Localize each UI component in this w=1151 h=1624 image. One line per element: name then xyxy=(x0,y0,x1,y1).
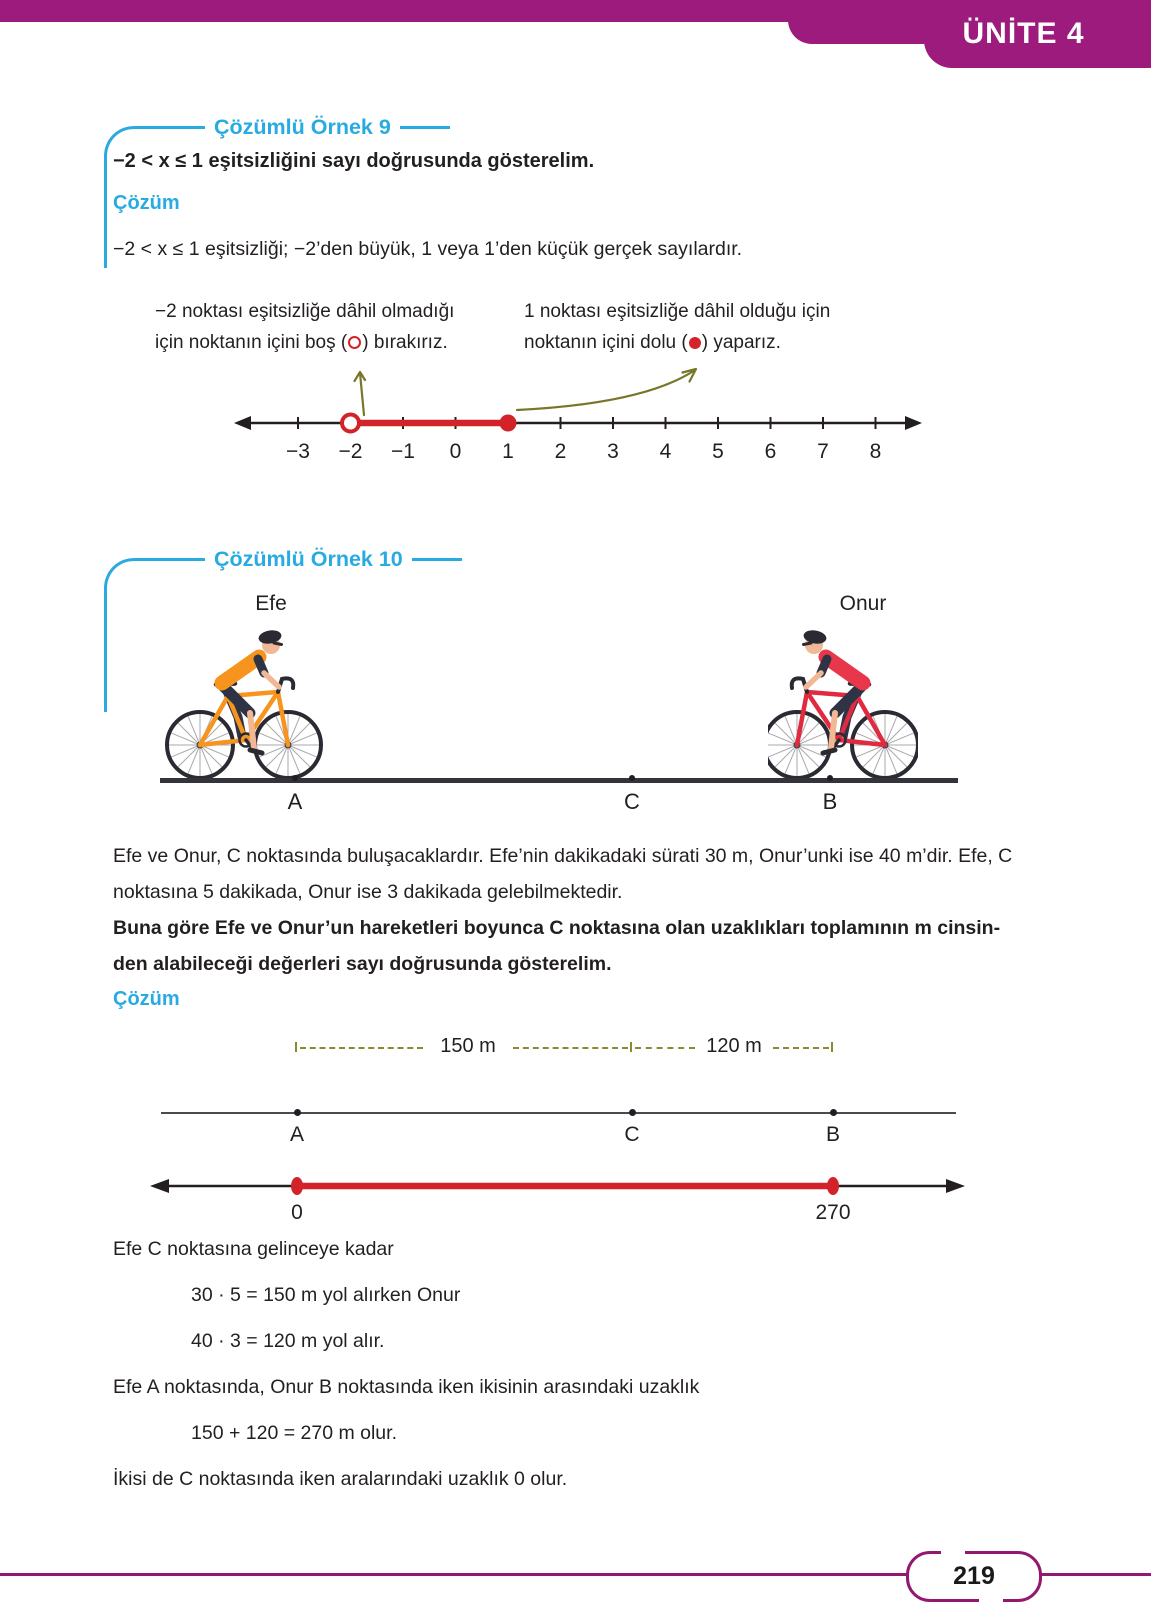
number-line-svg xyxy=(233,360,923,465)
svg-text:2: 2 xyxy=(554,440,567,463)
paragraph-line-bold: den alabileceği değerleri sayı doğrusunda gösterelim. xyxy=(113,953,612,975)
axis-arrow-left-icon xyxy=(150,1179,169,1193)
svg-text:4: 4 xyxy=(659,440,672,463)
example9-explanation: −2 < x ≤ 1 eşitsizliği; −2’den büyük, 1 veya 1’den küçük gerçek sayılardır. xyxy=(113,238,743,260)
number-line-ticks-and-points xyxy=(286,415,881,464)
rider-label-efe: Efe xyxy=(255,592,287,615)
example9-number-line xyxy=(233,360,923,465)
filled-point-note xyxy=(524,297,858,359)
segment-label-c: C xyxy=(624,1123,640,1146)
number-line-270-svg xyxy=(150,1170,965,1235)
example10-solution-label: Çözüm xyxy=(113,988,180,1010)
point-label-c: C xyxy=(624,789,640,814)
example10-left-border xyxy=(104,594,107,712)
segment-dot-c xyxy=(629,1109,636,1116)
axis-arrow-right-icon xyxy=(905,416,922,430)
open-circle-icon xyxy=(348,336,361,349)
example9-solution-label: Çözüm xyxy=(113,192,180,214)
paragraph-line-bold: Buna göre Efe ve Onur’un hareketleri boyunca C noktasına olan uzaklıkları toplamının m cinsin- xyxy=(113,917,1001,939)
interval-start-label: 0 xyxy=(291,1201,303,1224)
interval-endpoint-dot xyxy=(291,1177,303,1195)
solution-line: 40 · 3 = 120 m yol alır. xyxy=(191,1330,385,1352)
svg-text:0: 0 xyxy=(449,440,462,463)
svg-text:−1: −1 xyxy=(391,440,415,463)
dashed-measure-line xyxy=(635,1047,695,1049)
distance-label-cb: 120 m xyxy=(706,1035,762,1057)
solution-line: 150 + 120 = 270 m olur. xyxy=(191,1422,397,1444)
svg-text:7: 7 xyxy=(817,440,829,463)
cyclist-onur-illustration xyxy=(768,611,918,781)
header-tail-line xyxy=(412,558,462,561)
distance-diagram xyxy=(155,1035,965,1153)
svg-text:5: 5 xyxy=(712,440,724,463)
solution-line: İkisi de C noktasında iken aralarındaki uzaklık 0 olur. xyxy=(113,1468,568,1490)
solution-line: Efe A noktasında, Onur B noktasında iken ikisinin arasındaki uzaklık xyxy=(113,1376,700,1398)
dashed-measure-line xyxy=(513,1047,628,1049)
unit-banner-label: ÜNİTE 4 xyxy=(962,17,1085,50)
axis-arrow-right-icon xyxy=(946,1179,965,1193)
example9-title: Çözümlü Örnek 9 xyxy=(214,115,391,139)
axis-arrow-left-icon xyxy=(234,416,251,430)
interval-end-label: 270 xyxy=(815,1201,851,1224)
distance-label-ac: 150 m xyxy=(440,1035,496,1057)
dash-end-tick xyxy=(295,1042,297,1052)
example9-problem-statement: −2 < x ≤ 1 eşitsizliğini sayı doğrusunda gösterelim. xyxy=(113,150,595,172)
filled-point-note-text-after: ) yaparız. xyxy=(701,331,781,353)
example10-number-line xyxy=(150,1170,965,1235)
dash-end-tick xyxy=(831,1042,833,1052)
open-point-note-text-after: ) bırakırız. xyxy=(362,331,448,353)
svg-text:6: 6 xyxy=(764,440,777,463)
cyclists-scene xyxy=(160,588,958,828)
filled-point-note-text-before: 1 noktası eşitsizliğe dâhil olduğu için noktanın içini dolu ( xyxy=(524,301,831,353)
svg-text:8: 8 xyxy=(869,440,882,463)
example10-title: Çözümlü Örnek 10 xyxy=(214,547,403,571)
segment-dot-b xyxy=(830,1109,837,1116)
unit-tab xyxy=(924,0,1151,68)
point-label-a: A xyxy=(287,789,303,814)
example10-problem-paragraph xyxy=(113,838,1053,982)
cyclist-efe-illustration xyxy=(162,611,327,781)
page-number-capsule xyxy=(906,1551,1042,1602)
svg-text:−3: −3 xyxy=(286,440,310,463)
point-label-b: B xyxy=(822,789,838,814)
segment-label-a: A xyxy=(289,1123,304,1146)
example9-left-border xyxy=(104,162,107,268)
open-point-note xyxy=(155,297,467,359)
annotation-arrow-curved-icon xyxy=(517,370,695,410)
solution-line: 30 · 5 = 150 m yol alırken Onur xyxy=(191,1284,461,1306)
svg-text:1: 1 xyxy=(502,440,514,463)
capsule-gap-decoration xyxy=(979,1598,1003,1603)
svg-text:−2: −2 xyxy=(338,440,363,463)
rider-label-onur: Onur xyxy=(839,592,887,615)
dashed-measure-line xyxy=(300,1047,423,1049)
point-dot-c xyxy=(629,775,635,781)
segment-dot-a xyxy=(294,1109,301,1116)
solution-line: Efe C noktasına gelinceye kadar xyxy=(113,1238,394,1260)
solution-steps xyxy=(113,1238,1053,1514)
dashed-measure-line xyxy=(773,1047,829,1049)
header-tail-line xyxy=(400,126,450,129)
ground-line xyxy=(160,778,958,783)
interval-endpoint-dot xyxy=(827,1177,839,1195)
dash-end-tick xyxy=(630,1042,632,1052)
svg-text:3: 3 xyxy=(607,440,619,463)
point-dot-b xyxy=(827,775,833,781)
segment-label-b: B xyxy=(825,1123,840,1146)
filled-circle-icon xyxy=(689,337,701,349)
paragraph-line: noktasına 5 dakikada, Onur ise 3 dakikada gelebilmektedir. xyxy=(113,881,623,903)
capsule-gap-decoration xyxy=(941,1550,965,1555)
point-dot-a xyxy=(292,775,298,781)
example10-problem-bold xyxy=(113,910,1053,982)
open-point-note-text-before: −2 noktası eşitsizliğe dâhil olmadığı için noktanın içini boş ( xyxy=(155,301,455,353)
paragraph-line: Efe ve Onur, C noktasında buluşacaklardır. Efe’nin dakikadaki sürati 30 m, Onur’unki ise 40 m’dir. Efe, C xyxy=(113,845,1013,867)
page-number: 219 xyxy=(953,1562,995,1590)
